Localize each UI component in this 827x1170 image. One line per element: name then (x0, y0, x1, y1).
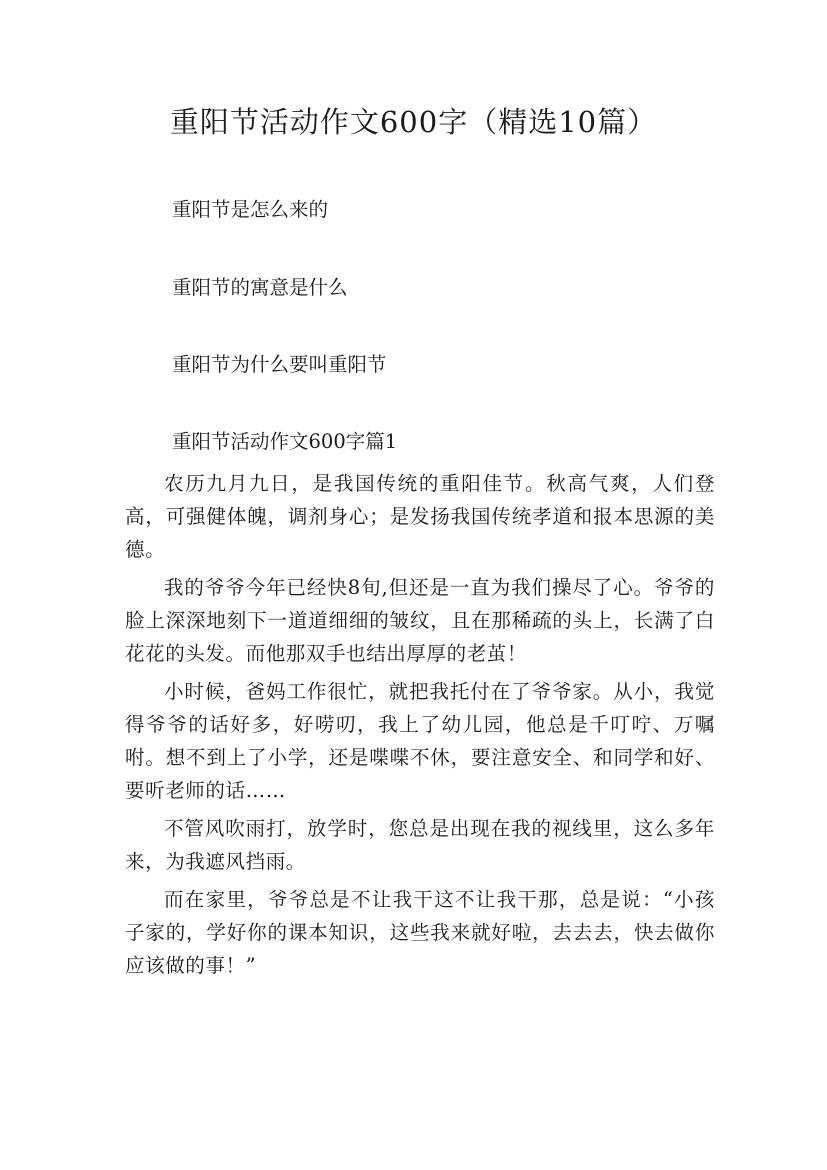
paragraph: 小时候，爸妈工作很忙，就把我托付在了爷爷家。从小，我觉得爷爷的话好多，好唠叨，我上了幼儿园，他总是千叮咛、万嘱咐。想不到上了小学，还是喋喋不休，要注意安全、和同学和好、要听老师的话…… (125, 680, 715, 802)
paragraph: 我的爷爷今年已经快8旬,但还是一直为我们操尽了心。爷爷的脸上深深地刻下一道道细细的皱纹，且在那稀疏的头上，长满了白花花的头发。而他那双手也结出厚厚的老茧！ (125, 576, 715, 665)
paragraph: 而在家里，爷爷总是不让我干这不让我干那，总是说：“小孩子家的，学好你的课本知识，这些我来就好啦，去去去，快去做你应该做的事！” (125, 888, 715, 977)
document-title: 重阳节活动作文600字（精选10篇） (169, 105, 658, 139)
toc-item-origin: 重阳节是怎么来的 (172, 198, 329, 221)
section-heading: 重阳节活动作文600字篇1 (172, 430, 398, 453)
toc-item-naming: 重阳节为什么要叫重阳节 (172, 353, 387, 376)
paragraph: 不管风吹雨打，放学时，您总是出现在我的视线里，这么多年来，为我遮风挡雨。 (125, 817, 715, 873)
paragraph: 农历九月九日，是我国传统的重阳佳节。秋高气爽，人们登高，可强健体魄，调剂身心；是发扬我国传统孝道和报本思源的美德。 (125, 472, 715, 561)
toc-item-meaning: 重阳节的寓意是什么 (172, 276, 348, 299)
essay-body (125, 467, 715, 987)
